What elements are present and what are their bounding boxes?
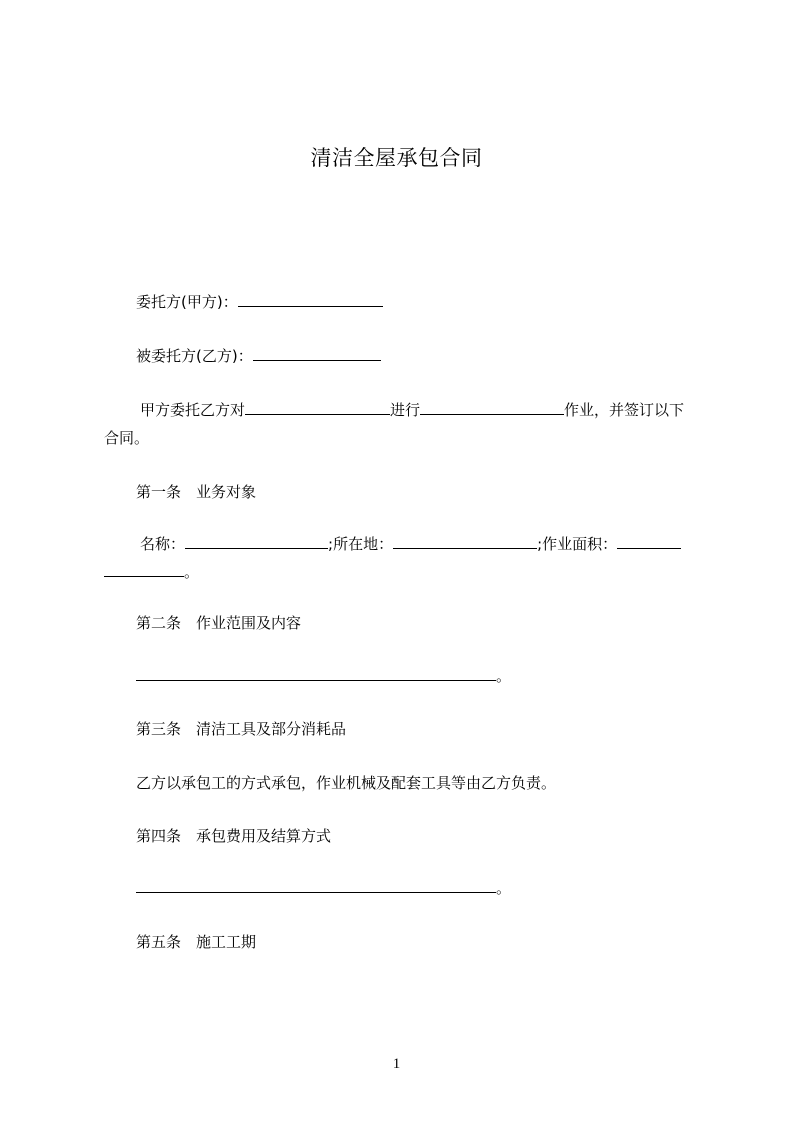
- article-2-content: [136, 665, 511, 686]
- article-4-end: 。: [496, 879, 512, 897]
- intro-text-4: 合同。: [104, 429, 150, 447]
- intro-text-1: 甲方委托乙方对: [140, 401, 246, 419]
- document-title: 清洁全屋承包合同: [310, 146, 483, 170]
- intro-text-2: 进行: [390, 401, 421, 419]
- article-3-heading: 第三条 清洁工具及部分消耗品: [136, 720, 347, 738]
- intro-line-2: [104, 427, 149, 448]
- article-3-body: 乙方以承包工的方式承包，作业机械及配套工具等由乙方负责。: [136, 774, 557, 792]
- page-number: 1: [392, 1056, 401, 1072]
- article-2-heading: 第二条 作业范围及内容: [136, 614, 302, 632]
- article-1-end: 。: [184, 563, 200, 581]
- article-4-heading: 第四条 承包费用及结算方式: [136, 827, 332, 845]
- location-label: ;所在地：: [328, 535, 394, 553]
- name-label: 名称：: [140, 535, 186, 553]
- party-b-blank[interactable]: [253, 345, 381, 361]
- article-1-heading: 第一条 业务对象: [136, 483, 257, 501]
- party-b-label: 被委托方(乙方)：: [136, 347, 253, 365]
- intro-line-1: [140, 399, 684, 420]
- intro-object-blank[interactable]: [245, 399, 390, 415]
- party-a-label: 委托方(甲方)：: [136, 293, 238, 311]
- name-blank[interactable]: [185, 533, 328, 549]
- party-b-line: [136, 345, 381, 366]
- article-2-end: 。: [496, 667, 512, 685]
- article-1-fields-cont: [104, 561, 199, 582]
- fee-blank[interactable]: [136, 877, 496, 893]
- article-4-content: [136, 877, 511, 898]
- area-blank-part1[interactable]: [617, 533, 681, 549]
- location-blank[interactable]: [393, 533, 537, 549]
- area-label: ;作业面积：: [537, 535, 618, 553]
- intro-task-blank[interactable]: [420, 399, 564, 415]
- article-5-heading: 第五条 施工工期: [136, 933, 257, 951]
- area-blank-part2[interactable]: [104, 561, 184, 577]
- party-a-line: [136, 291, 383, 312]
- scope-blank[interactable]: [136, 665, 496, 681]
- party-a-blank[interactable]: [238, 291, 383, 307]
- article-1-fields: [140, 533, 681, 554]
- intro-text-3: 作业，并签订以下: [564, 401, 685, 419]
